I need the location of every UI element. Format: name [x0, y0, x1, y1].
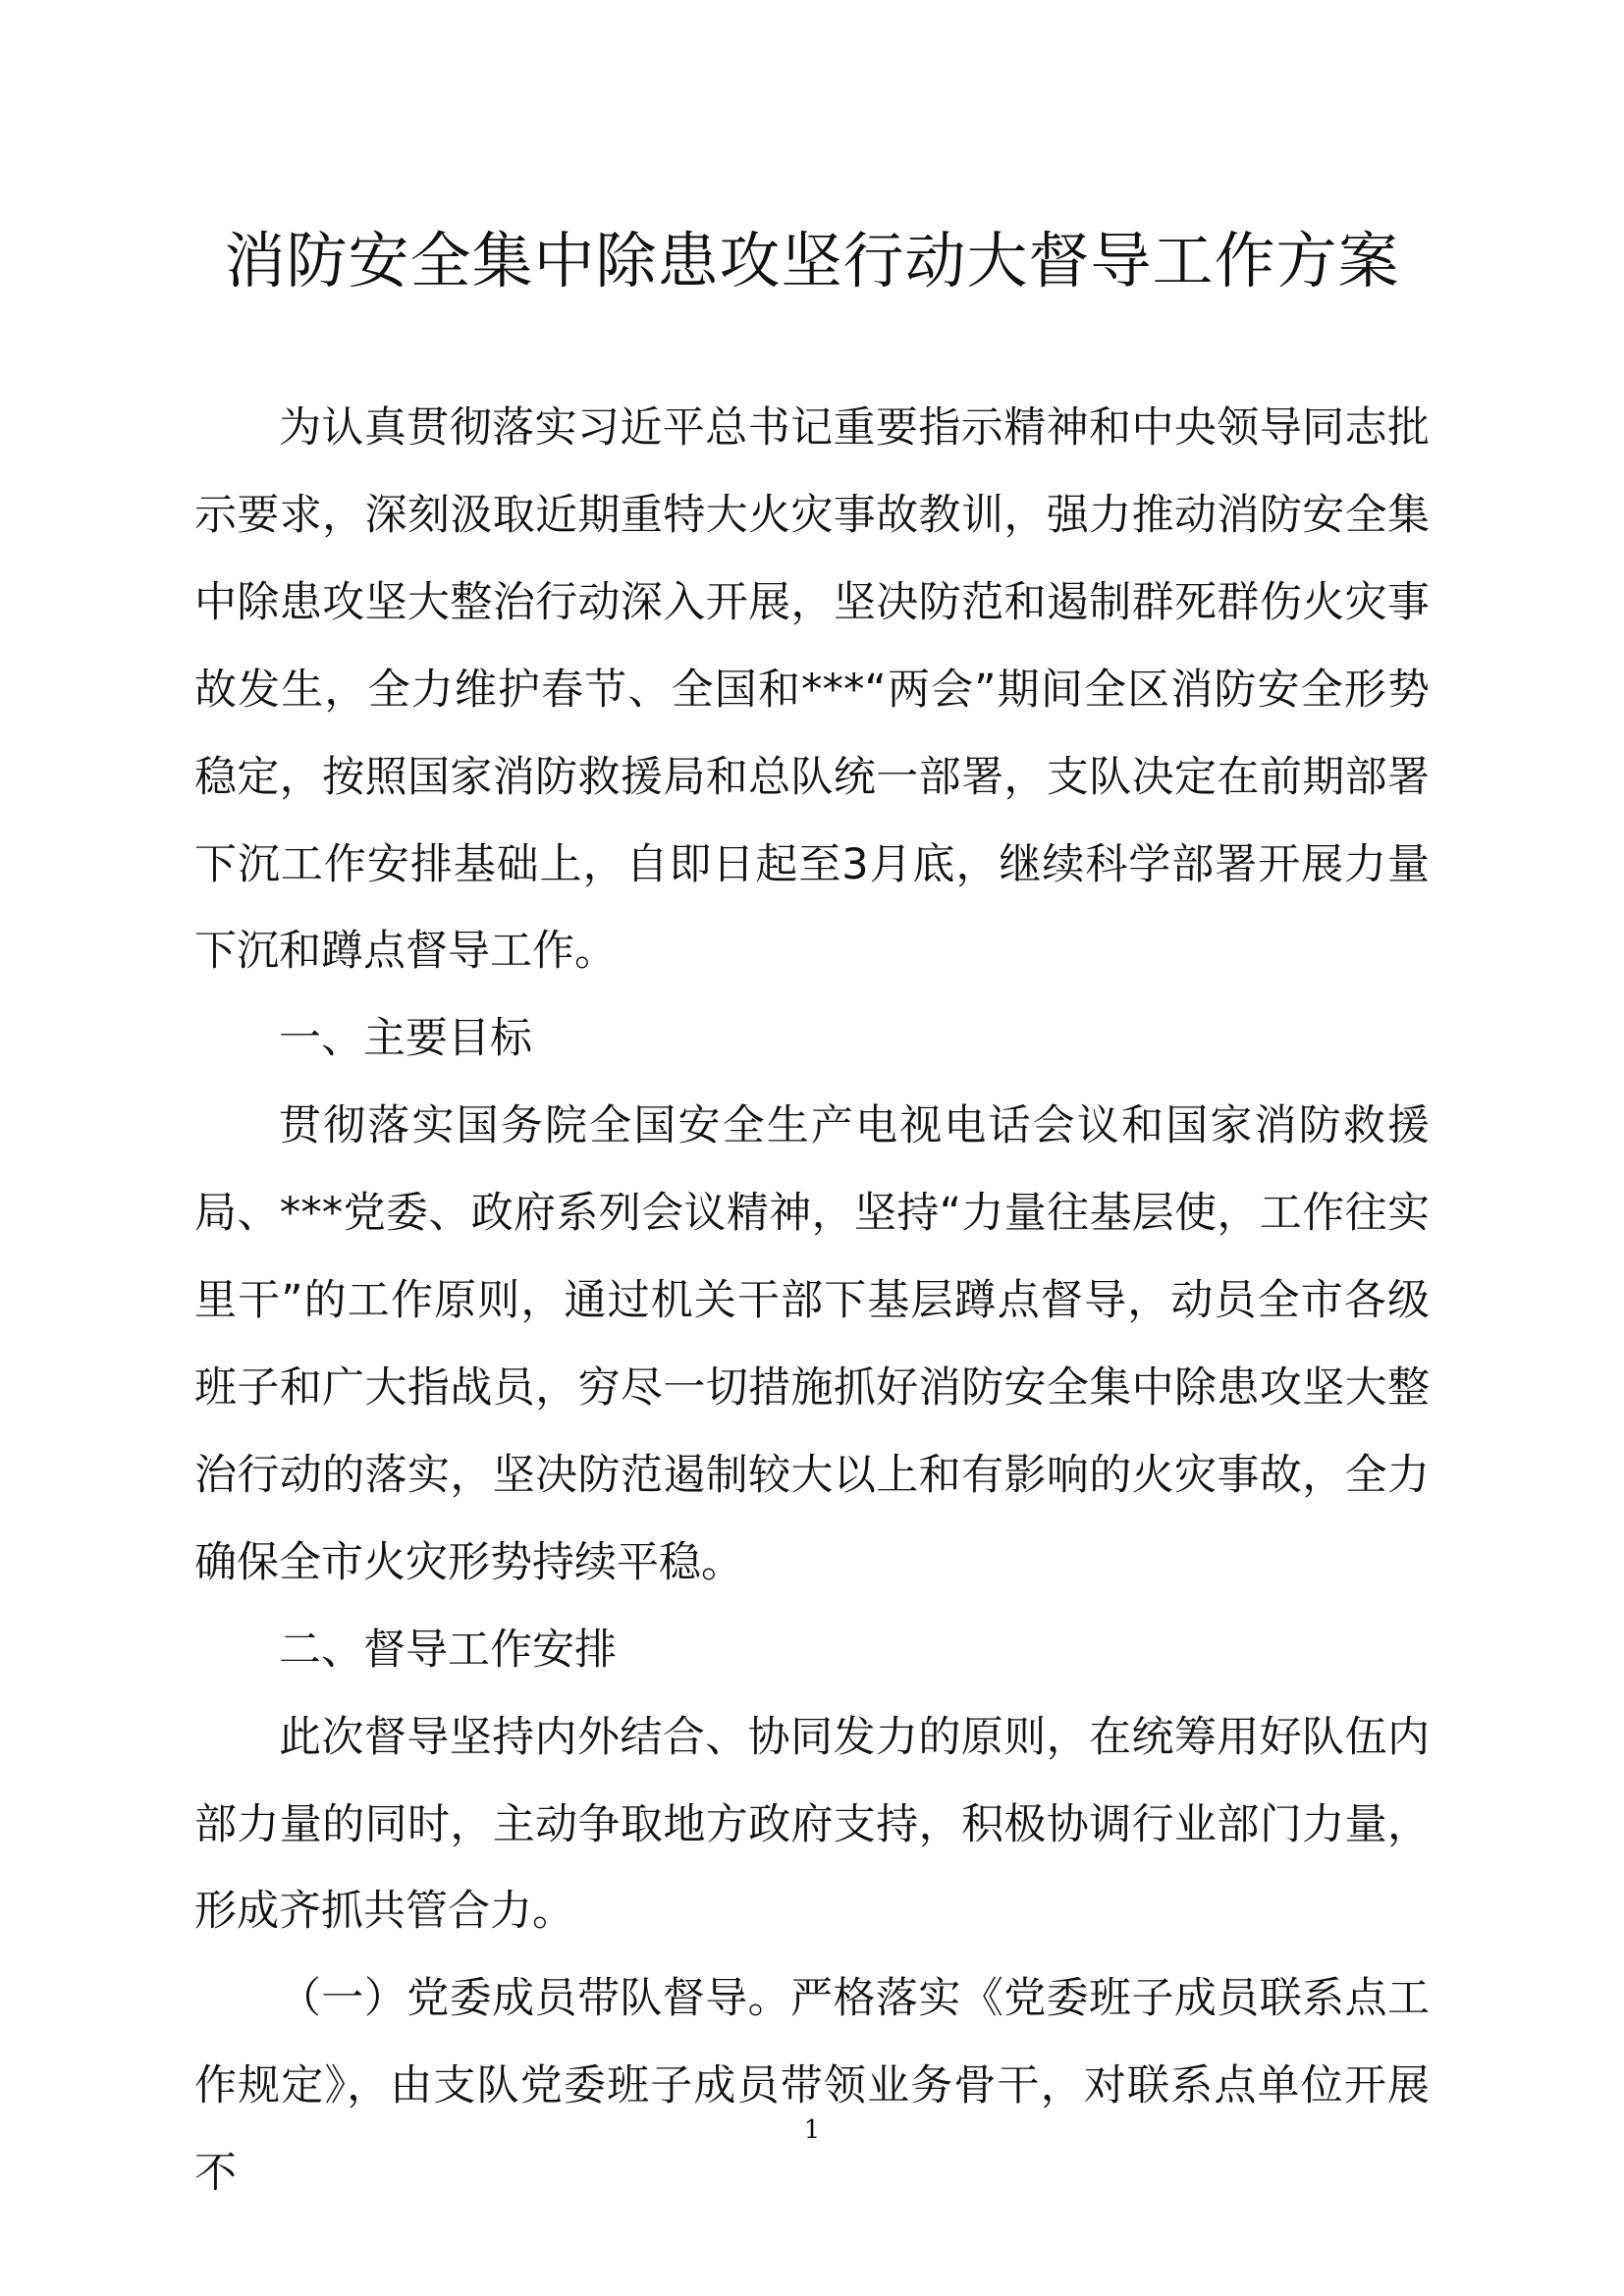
paragraph-party-committee-supervision: （一）党委成员带队督导。严格落实《党委班子成员联系点工作规定》，由支队党委班子成员带领业务骨干，对联系点单位开展不	[194, 1974, 1430, 2199]
page-number: 1	[803, 2115, 821, 2145]
document-title: 消防安全集中除患攻坚行动大督导工作方案	[224, 225, 1400, 296]
paragraph-arrangements: 此次督导坚持内外结合、协同发力的原则，在统筹用好队伍内部力量的同时，主动争取地方政府支持，积极协调行业部门力量，形成齐抓共管合力。	[194, 1712, 1430, 1937]
document-body	[194, 385, 1430, 2217]
paragraph-intro: 为认真贯彻落实习近平总书记重要指示精神和中央领导同志批示要求，深刻汲取近期重特大火灾事故教训，强力推动消防安全集中除患攻坚大整治行动深入开展，坚决防范和遏制群死群伤火灾事故发生，全力维护春节、全国和***“两会”期间全区消防安全形势稳定，按照国家消防救援局和总队统一部署，支队决定在前期部署下沉工作安排基础上，自即日起至3月底，继续科学部署开展力量下沉和蹲点督导工作。	[194, 403, 1430, 977]
section-heading-main-goals: 一、主要目标	[279, 1014, 532, 1064]
section-heading-arrangements: 二、督导工作安排	[279, 1625, 617, 1675]
paragraph-main-goals: 贯彻落实国务院全国安全生产电视电话会议和国家消防救援局、***党委、政府系列会议精神，坚持“力量往基层使，工作往实里干”的工作原则，通过机关干部下基层蹲点督导，动员全市各级班子和广大指战员，穷尽一切措施抓好消防安全集中除患攻坚大整治行动的落实，坚决防范遏制较大以上和有影响的火灾事故，全力确保全市火灾形势持续平稳。	[194, 1101, 1430, 1587]
